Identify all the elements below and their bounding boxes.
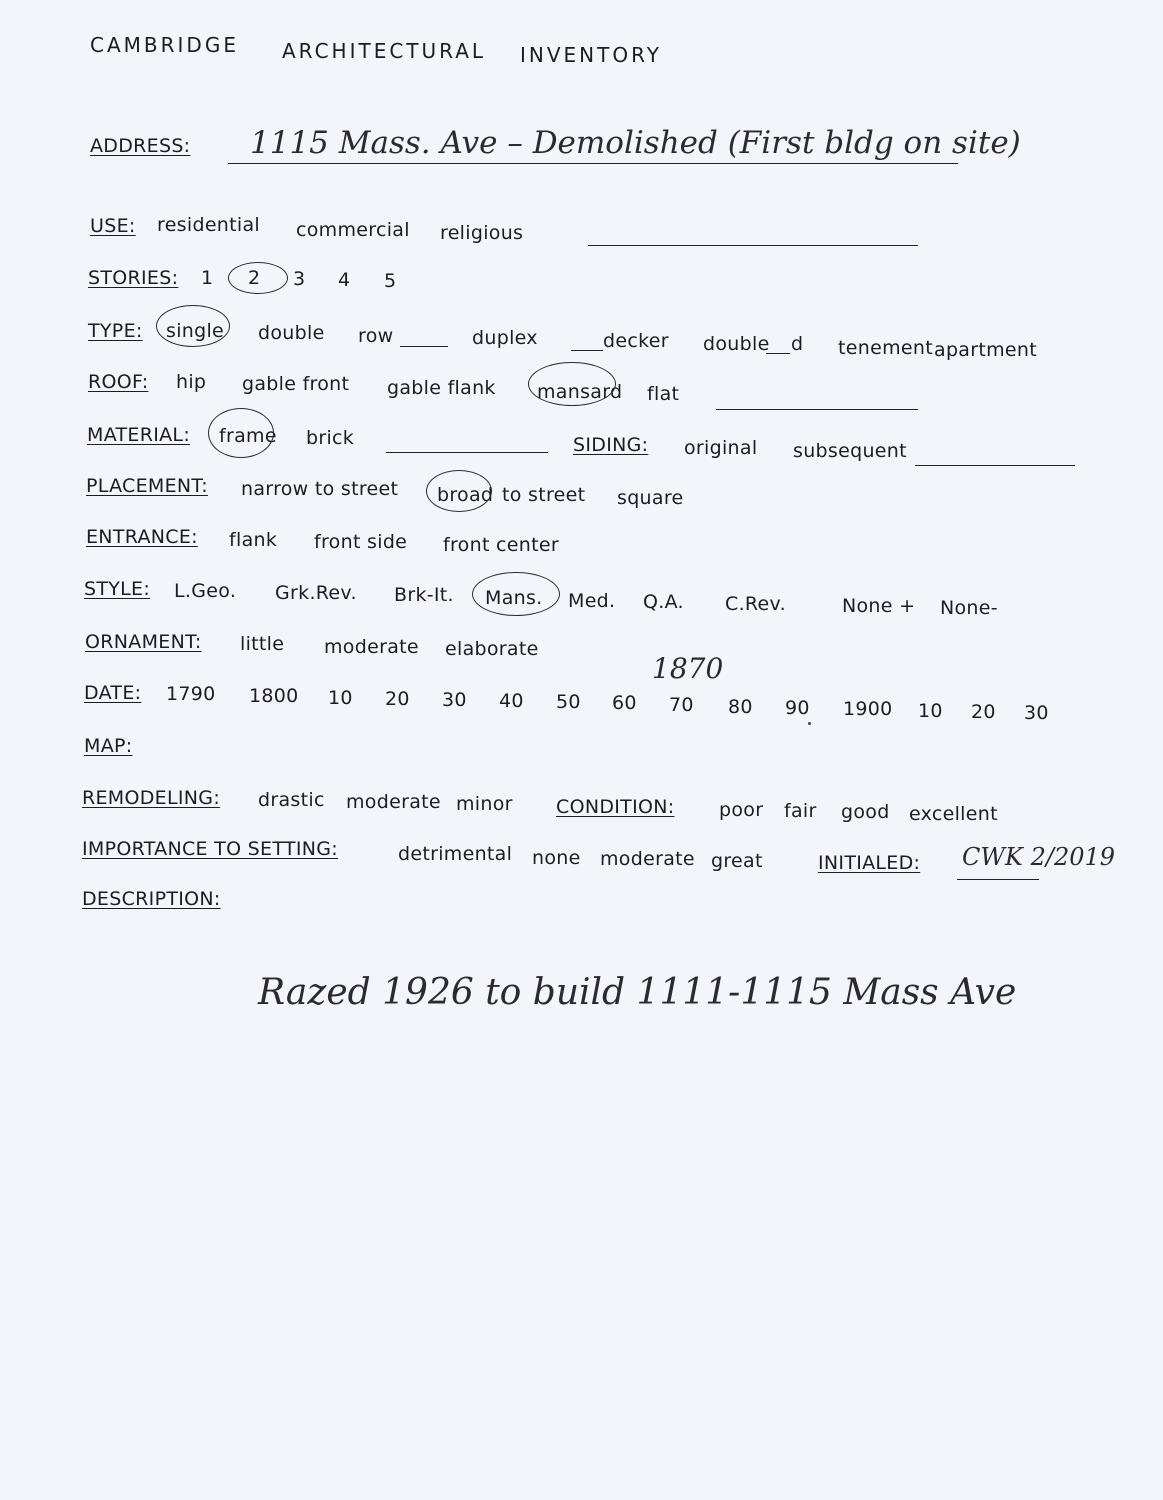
- style-option-brkit: Brk-It.: [394, 584, 454, 606]
- siding-option-original: original: [684, 437, 758, 459]
- header-title-inventory: INVENTORY: [520, 43, 662, 67]
- material-option-frame: frame: [219, 425, 277, 447]
- header-title-cambridge: CAMBRIDGE: [90, 33, 239, 57]
- type-decker-blank: [571, 350, 603, 351]
- initialed-label: INITIALED:: [818, 852, 921, 874]
- material-label: MATERIAL:: [87, 424, 191, 446]
- type-option-duplex: duplex: [472, 327, 538, 349]
- roof-selection-circle: [528, 362, 616, 406]
- initialed-line: [957, 879, 1039, 880]
- date-option-40: 40: [499, 690, 524, 712]
- style-selection-circle: [472, 572, 560, 616]
- type-option-double: double: [258, 322, 325, 344]
- entrance-option-front-side: front side: [314, 531, 408, 553]
- siding-other-blank: [915, 465, 1075, 466]
- date-label: DATE:: [84, 682, 142, 704]
- description-label: DESCRIPTION:: [82, 888, 221, 910]
- entrance-option-flank: flank: [229, 529, 278, 551]
- placement-option-square: square: [617, 487, 684, 509]
- placement-selection-circle: [426, 470, 492, 512]
- date-handwritten-1870: 1870: [652, 652, 724, 685]
- date-option-30: 30: [442, 689, 467, 711]
- description-value: Razed 1926 to build 1111-1115 Mass Ave: [258, 972, 1017, 1013]
- stories-option-2: 2: [248, 267, 261, 289]
- stray-mark: [808, 722, 811, 725]
- type-label: TYPE:: [88, 320, 143, 342]
- stories-selection-circle: [228, 262, 288, 294]
- style-option-qa: Q.A.: [643, 591, 684, 613]
- use-other-blank: [588, 245, 918, 246]
- condition-option-poor: poor: [719, 799, 764, 821]
- roof-option-flat: flat: [647, 383, 680, 405]
- use-label: USE:: [90, 215, 136, 237]
- date-option-70: 70: [669, 694, 694, 716]
- style-option-crev: C.Rev.: [725, 593, 786, 615]
- initialed-value: CWK 2/2019: [962, 843, 1116, 871]
- style-option-lgeo: L.Geo.: [174, 580, 237, 602]
- remodeling-option-minor: minor: [456, 793, 513, 815]
- type-selection-circle: [156, 305, 230, 347]
- type-option-decker: decker: [603, 330, 669, 352]
- siding-option-subsequent: subsequent: [793, 440, 907, 462]
- style-option-none-plus: None +: [842, 595, 916, 617]
- address-line: [228, 163, 958, 164]
- roof-option-gable-flank: gable flank: [387, 377, 496, 399]
- stories-option-5: 5: [384, 270, 397, 292]
- style-option-mans: Mans.: [485, 587, 543, 609]
- stories-label: STORIES:: [88, 267, 179, 289]
- style-option-grkrev: Grk.Rev.: [275, 582, 357, 604]
- date-option-50: 50: [556, 691, 581, 713]
- material-option-brick: brick: [306, 427, 355, 449]
- remodeling-label: REMODELING:: [82, 787, 221, 809]
- type-option-row: row: [358, 325, 394, 347]
- importance-option-great: great: [711, 850, 763, 872]
- style-option-none-minus: None-: [940, 597, 998, 619]
- remodeling-option-moderate: moderate: [346, 791, 441, 813]
- roof-label: ROOF:: [88, 371, 149, 393]
- address-label: ADDRESS:: [90, 135, 191, 157]
- placement-option-narrow: narrow to street: [241, 478, 399, 500]
- condition-option-fair: fair: [784, 800, 817, 822]
- importance-label: IMPORTANCE TO SETTING:: [82, 838, 338, 860]
- date-option-90: 90: [785, 697, 810, 719]
- roof-option-gable-front: gable front: [242, 373, 350, 395]
- style-label: STYLE:: [84, 578, 151, 600]
- stories-option-3: 3: [293, 268, 306, 290]
- date-option-1910: 10: [918, 700, 943, 722]
- use-option-religious: religious: [440, 222, 524, 244]
- importance-option-moderate: moderate: [600, 848, 695, 870]
- type-option-d: d: [791, 333, 804, 355]
- use-option-commercial: commercial: [296, 219, 410, 241]
- placement-label: PLACEMENT:: [86, 475, 208, 497]
- importance-option-detrimental: detrimental: [398, 843, 513, 865]
- date-option-80: 80: [728, 696, 753, 718]
- stories-option-1: 1: [201, 267, 214, 289]
- importance-option-none: none: [532, 847, 581, 869]
- ornament-option-little: little: [240, 633, 285, 655]
- date-option-1790: 1790: [166, 683, 216, 705]
- type-option-double-d: double: [703, 333, 770, 355]
- condition-label: CONDITION:: [556, 796, 675, 818]
- material-selection-circle: [208, 408, 274, 458]
- entrance-option-front-center: front center: [443, 534, 559, 556]
- roof-option-hip: hip: [176, 371, 207, 393]
- type-row-blank: [400, 346, 448, 347]
- siding-label: SIDING:: [573, 434, 649, 456]
- stories-option-4: 4: [338, 269, 351, 291]
- date-option-1920: 20: [971, 701, 996, 723]
- condition-option-good: good: [841, 801, 890, 823]
- material-other-blank: [386, 452, 548, 453]
- header-title-architectural: ARCHITECTURAL: [282, 39, 487, 63]
- placement-option-broad: broad: [437, 484, 494, 506]
- type-double-blank: [766, 353, 790, 354]
- date-option-1900: 1900: [843, 698, 893, 720]
- type-option-apartment: apartment: [934, 339, 1037, 361]
- remodeling-option-drastic: drastic: [258, 789, 325, 811]
- condition-option-excellent: excellent: [909, 803, 998, 825]
- date-option-10: 10: [328, 687, 353, 709]
- address-value: 1115 Mass. Ave – Demolished (First bldg on site): [250, 125, 1021, 161]
- roof-option-mansard: mansard: [537, 381, 623, 403]
- date-option-60: 60: [612, 692, 637, 714]
- roof-other-blank: [716, 409, 918, 410]
- ornament-option-moderate: moderate: [324, 636, 419, 658]
- date-option-1930: 30: [1024, 702, 1049, 724]
- map-label: MAP:: [84, 735, 133, 757]
- style-option-med: Med.: [568, 590, 616, 612]
- type-option-single: single: [166, 320, 225, 342]
- ornament-label: ORNAMENT:: [85, 631, 202, 653]
- placement-option-to-street: to street: [502, 484, 586, 506]
- date-option-20: 20: [385, 688, 410, 710]
- date-option-1800: 1800: [249, 685, 299, 707]
- use-option-residential: residential: [157, 214, 261, 236]
- type-option-tenement: tenement: [838, 337, 933, 359]
- entrance-label: ENTRANCE:: [86, 526, 198, 548]
- ornament-option-elaborate: elaborate: [445, 638, 539, 660]
